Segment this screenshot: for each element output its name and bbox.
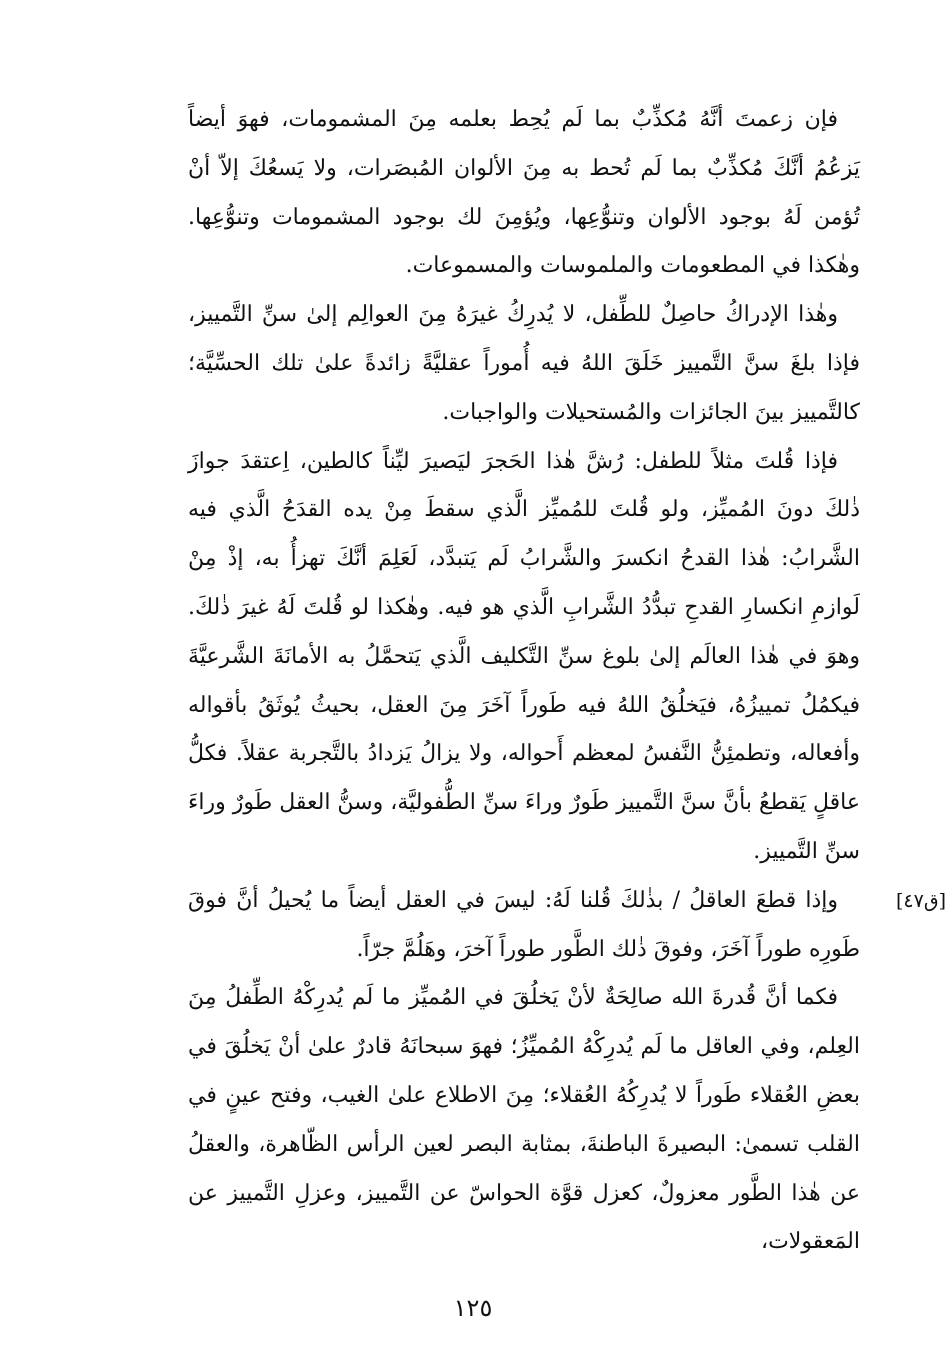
paragraph-5: فكما أنَّ قُدرةَ الله صالِحَةٌ لأنْ يَخلُقَ في المُميِّز ما لَم يُدرِكْهُ الطِّفلُ مِنَ العِلم، وفي العاقل ما لَم يُدرِكْهُ المُميِّزُ؛ فهوَ سبحانَهُ قادرٌ علىٰ أنْ يَخلُقَ في بعضِ العُقلاء طَوراً لا يُدرِكُهُ العُقلاء؛ مِنَ الاطلاع علىٰ الغيب، وفتح عينٍ في القلب تسمىٰ: البصيرةَ الباطنةَ، بمثابة البصر لعين الرأس الظّاهرة، والعقلُ عن هٰذا الطَّور معزولٌ، كعزل قوَّة الحواسّ عن التَّمييز، وعزلِ التَّمييز عن المَعقولات، (188, 985, 860, 1255)
paragraph-4-wrap (188, 877, 946, 975)
paragraph-3: فإذا قُلتَ مثلاً للطفل: رُشَّ هٰذا الحَجرَ ليَصيرَ ليِّناً كالطين، اِعتقدَ جوازَ ذٰلكَ دونَ المُميِّز، ولو قُلتَ للمُميِّز الَّذي سقطَ مِنْ يده القدَحُ الَّذي فيه الشَّرابُ: هٰذا القدحُ انكسرَ والشَّرابُ لَم يَتبدَّد، لَعَلِمَ أنَّكَ تهزأُ به، إذْ مِنْ لَوازمِ انكسارِ القدحِ تبدُّدُ الشَّرابِ الَّذي هو فيه. وهٰكذا لو قُلتَ لَهُ غيرَ ذٰلكَ. وهوَ في هٰذا العالَم إلىٰ بلوغ سنِّ التَّكليف الَّذي يَتحمَّلُ به الأمانَةَ الشَّرعيَّةَ فيكمُلُ تمييزُهُ، فيَخلُقُ اللهُ فيه طَوراً آخَرَ مِنَ العقل، بحيثُ يُوثَقُ بأقواله وأفعاله، وتطمئِنُّ النَّفسُ لمعظم أَحواله، ولا يزالُ يَزدادُ بالتَّجربة عقلاً. فكلُّ عاقلٍ يَقطعُ بأنَّ سنَّ التَّمييز طَورٌ وراءَ سنِّ الطُّفوليَّة، وسنُّ العقل طَورٌ وراءَ سنِّ التَّمييز. (188, 448, 860, 864)
paragraph-2: وهٰذا الإدراكُ حاصِلٌ للطِّفل، لا يُدرِكُ غيرَهُ مِنَ العوالِم إلىٰ سنِّ التَّمييز، فإذا بلغَ سنَّ التَّمييز خَلَقَ اللهُ فيه أُموراً عقليَّةً زائدةً علىٰ تلك الحسِّيَّة؛ كالتَّمييز بينَ الجائزات والمُستحيلات والواجبات. (188, 302, 860, 425)
paragraph-1: فإن زعمتَ أنَّهُ مُكذِّبٌ بما لَم يُحِط بعلمه مِنَ المشمومات، فهوَ أيضاً يَزعُمُ أنَّكَ مُكذِّبٌ بما لَم تُحط به مِنَ الألوان المُبصَرات، ولا يَسعُكَ إلاّ أنْ تُؤمن لَهُ بوجود الألوان وتنوُّعِها، ويُؤمِنَ لك بوجود المشمومات وتنوُّعِها. وهٰكذا في المطعومات والملموسات والمسموعات. (188, 107, 860, 279)
main-text (188, 96, 946, 1267)
manuscript-folio-marker: [ق٤٧] (896, 889, 946, 912)
page-number: ١٢٥ (453, 1294, 493, 1322)
paragraph-4: وإذا قطعَ العاقلُ / بذٰلكَ قُلنا لَهُ: ليسَ في العقل أيضاً ما يُحيلُ أنَّ فوقَ طَورِه طوراً آخَرَ، وفوقَ ذٰلك الطَّور طوراً آخرَ، وهَلُمَّ جرّاً. (188, 887, 860, 962)
